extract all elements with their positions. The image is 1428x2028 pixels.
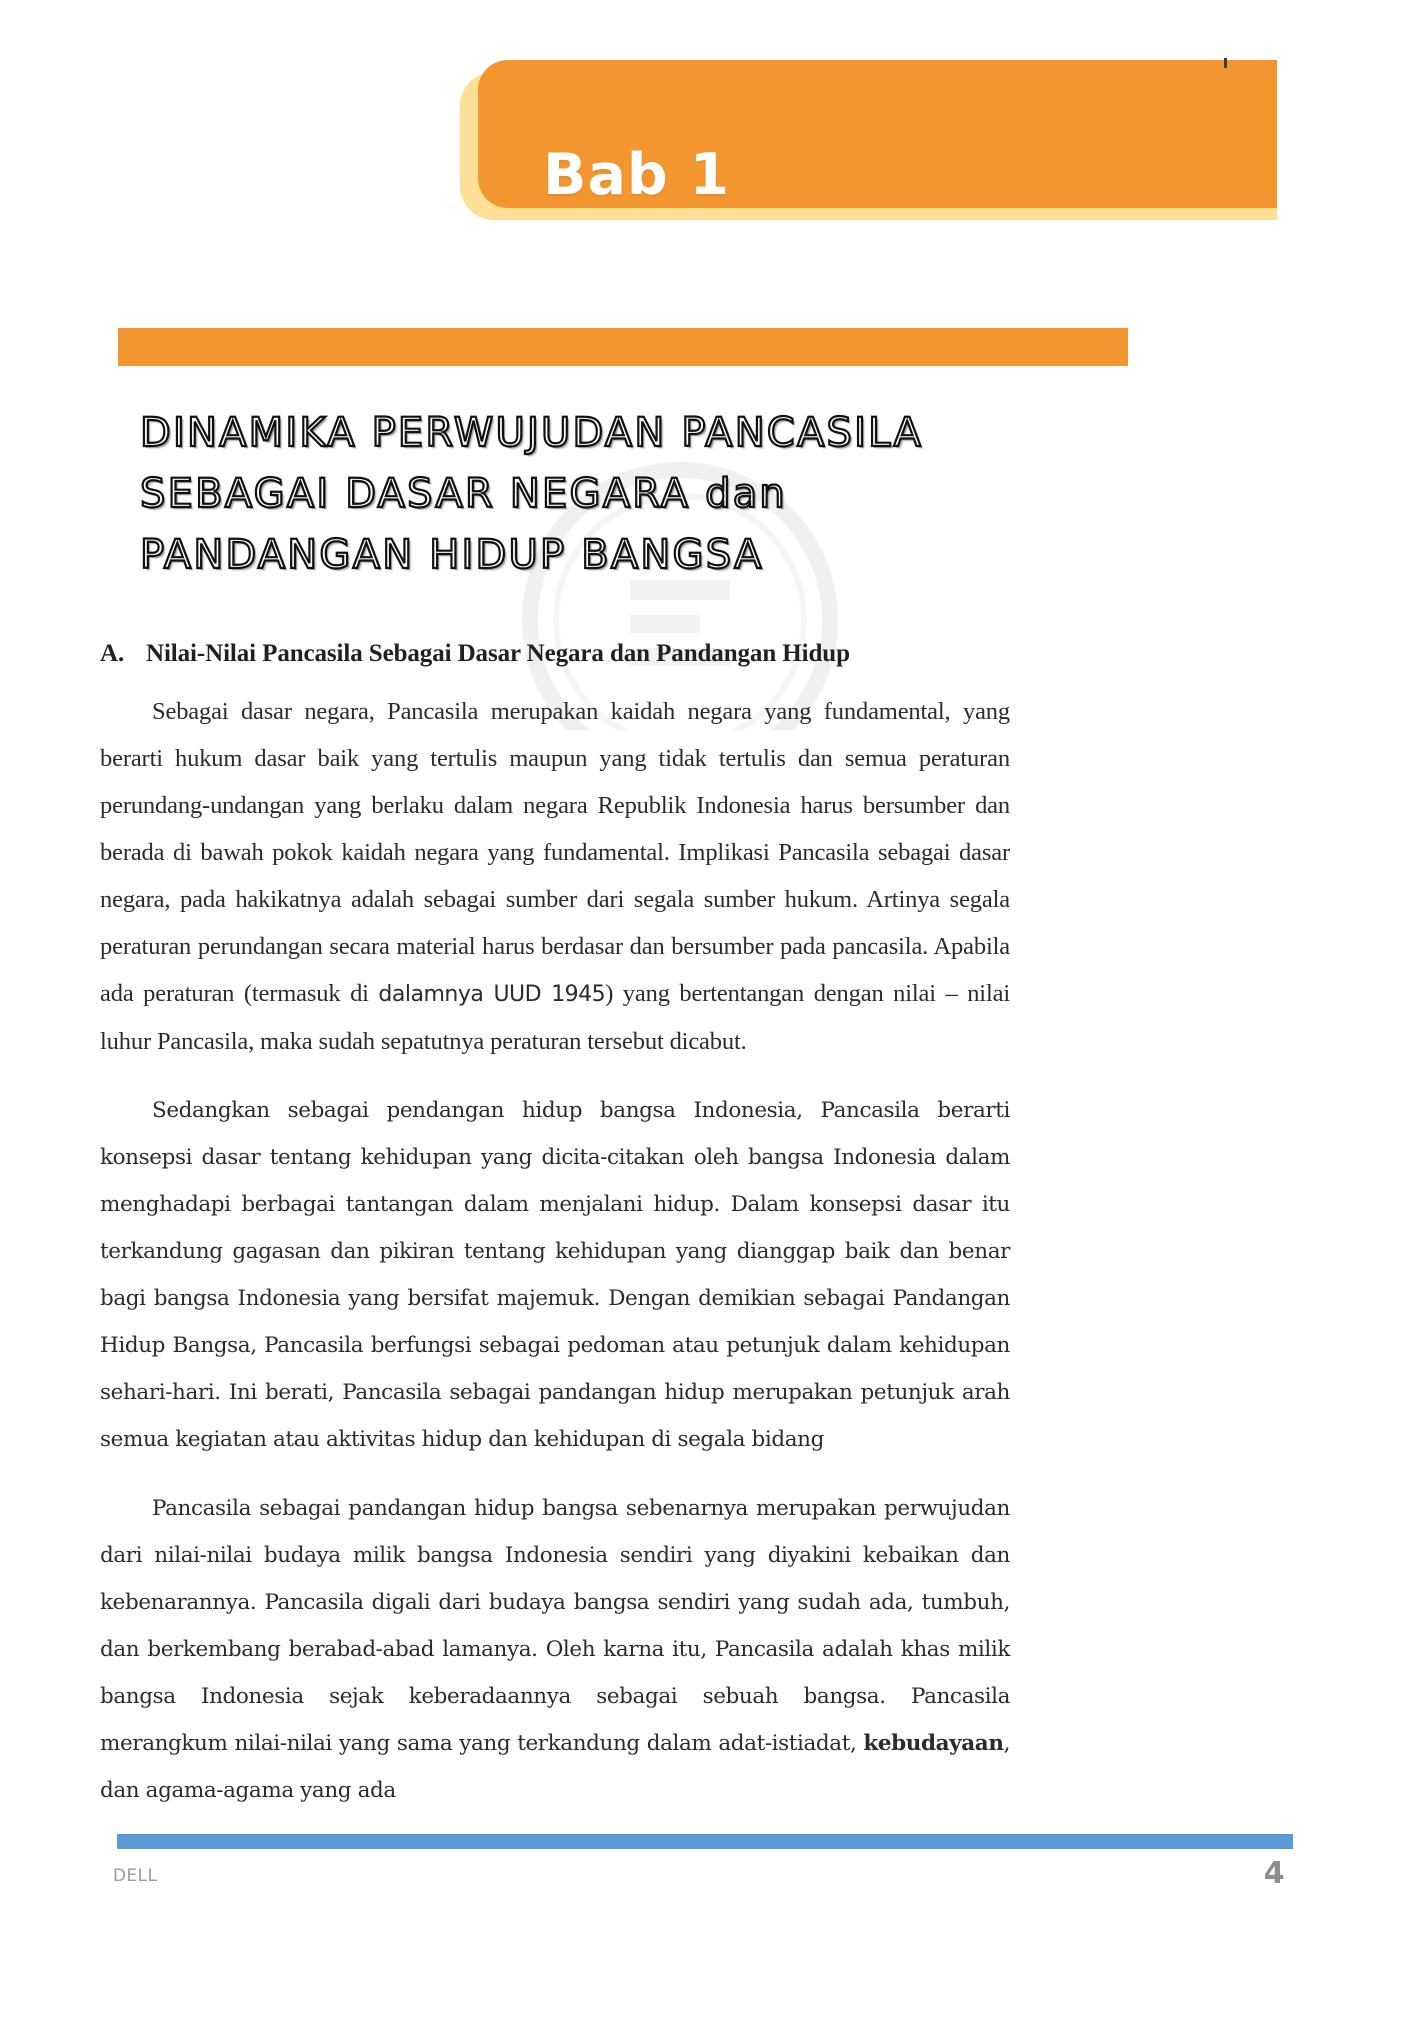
chapter-banner-body (478, 60, 1277, 208)
section-marker: A. (100, 640, 125, 667)
chapter-banner-label: Bab 1 (543, 142, 731, 208)
chapter-headline (140, 403, 1140, 586)
footer-divider-rule (117, 1834, 1293, 1849)
paragraph-2: Sedangkan sebagai pendangan hidup bangsa Indonesia, Pancasila berarti konsepsi dasar tentang kehidupan yang dicita-citakan oleh bangsa Indonesia dalam menghadapi berbagai tantangan dalam menjalani hidup. Dalam konsepsi dasar itu terkandung gagasan dan pikiran tentang kehidupan yang dianggap baik dan benar bagi bangsa Indonesia yang bersifat majemuk. Dengan demikian sebagai Pandangan Hidup Bangsa, Pancasila berfungsi sebagai pedoman atau petunjuk dalam kehidupan sehari-hari. Ini berati, Pancasila sebagai pandangan hidup merupakan petunjuk arah semua kegiatan atau aktivitas hidup dan kehidupan di segala bidang (100, 1098, 1010, 1452)
paragraph-1-part-a: Sebagai dasar negara, Pancasila merupakan kaidah negara yang fundamental, yang berarti hukum dasar baik yang tertulis maupun yang tidak tertulis dan semua peraturan perundang-undangan yang berlaku dalam negara Republik Indonesia harus bersumber dan berada di bawah pokok kaidah negara yang fundamental. Implikasi Pancasila sebagai dasar negara, pada hakikatnya adalah sebagai sumber dari segala sumber hukum. Artinya segala peraturan perundangan secara material harus berdasar dan bersumber pada pancasila. Apabila ada peraturan (termasuk di (100, 698, 1010, 1007)
orange-divider-rule (118, 328, 1128, 366)
paragraph-3-emphasis: kebudayaan (863, 1731, 1004, 1756)
headline-line-3: PANDANGAN HIDUP BANGSA (140, 532, 764, 578)
paragraph-3-part-b: , dan agama-agama yang ada (100, 1731, 1010, 1803)
headline-line-2-upper: SEBAGAI DASAR NEGARA (140, 471, 706, 517)
paragraph-3-part-a: Pancasila sebagai pandangan hidup bangsa sebenarnya merupakan perwujudan dari nilai-nilai budaya milik bangsa Indonesia sendiri yang diyakini kebaikan dan kebenarannya. Pancasila digali dari budaya bangsa sendiri yang sudah ada, tumbuh, dan berkembang berabad-abad lamanya. Oleh karna itu, Pancasila adalah khas milik bangsa Indonesia sejak keberadaannya sebagai sebuah bangsa. Pancasila merangkum nilai-nilai yang sama yang terkandung dalam adat-istiadat, (100, 1496, 1010, 1756)
section-heading (100, 640, 1010, 668)
paragraph-3 (100, 1485, 1010, 1814)
chapter-banner (452, 60, 1277, 220)
stray-mark (1224, 58, 1227, 68)
headline-line-2-lower: dan (705, 471, 787, 517)
page-number: 4 (1263, 1856, 1285, 1891)
paragraph-1-emphasis: dalamnya UUD 1945 (378, 982, 606, 1007)
paragraph-1 (100, 688, 1010, 1065)
footer-left-label: DELL (113, 1866, 158, 1886)
paragraph-1-part-b: ) yang bertentangan dengan nilai – nilai luhur Pancasila, maka sudah sepatutnya peraturan tersebut dicabut. (100, 980, 1010, 1055)
content-column (100, 640, 1010, 1814)
headline-line-1: DINAMIKA PERWUJUDAN PANCASILA (140, 410, 924, 456)
section-title: Nilai-Nilai Pancasila Sebagai Dasar Negara dan Pandangan Hidup (146, 640, 850, 667)
